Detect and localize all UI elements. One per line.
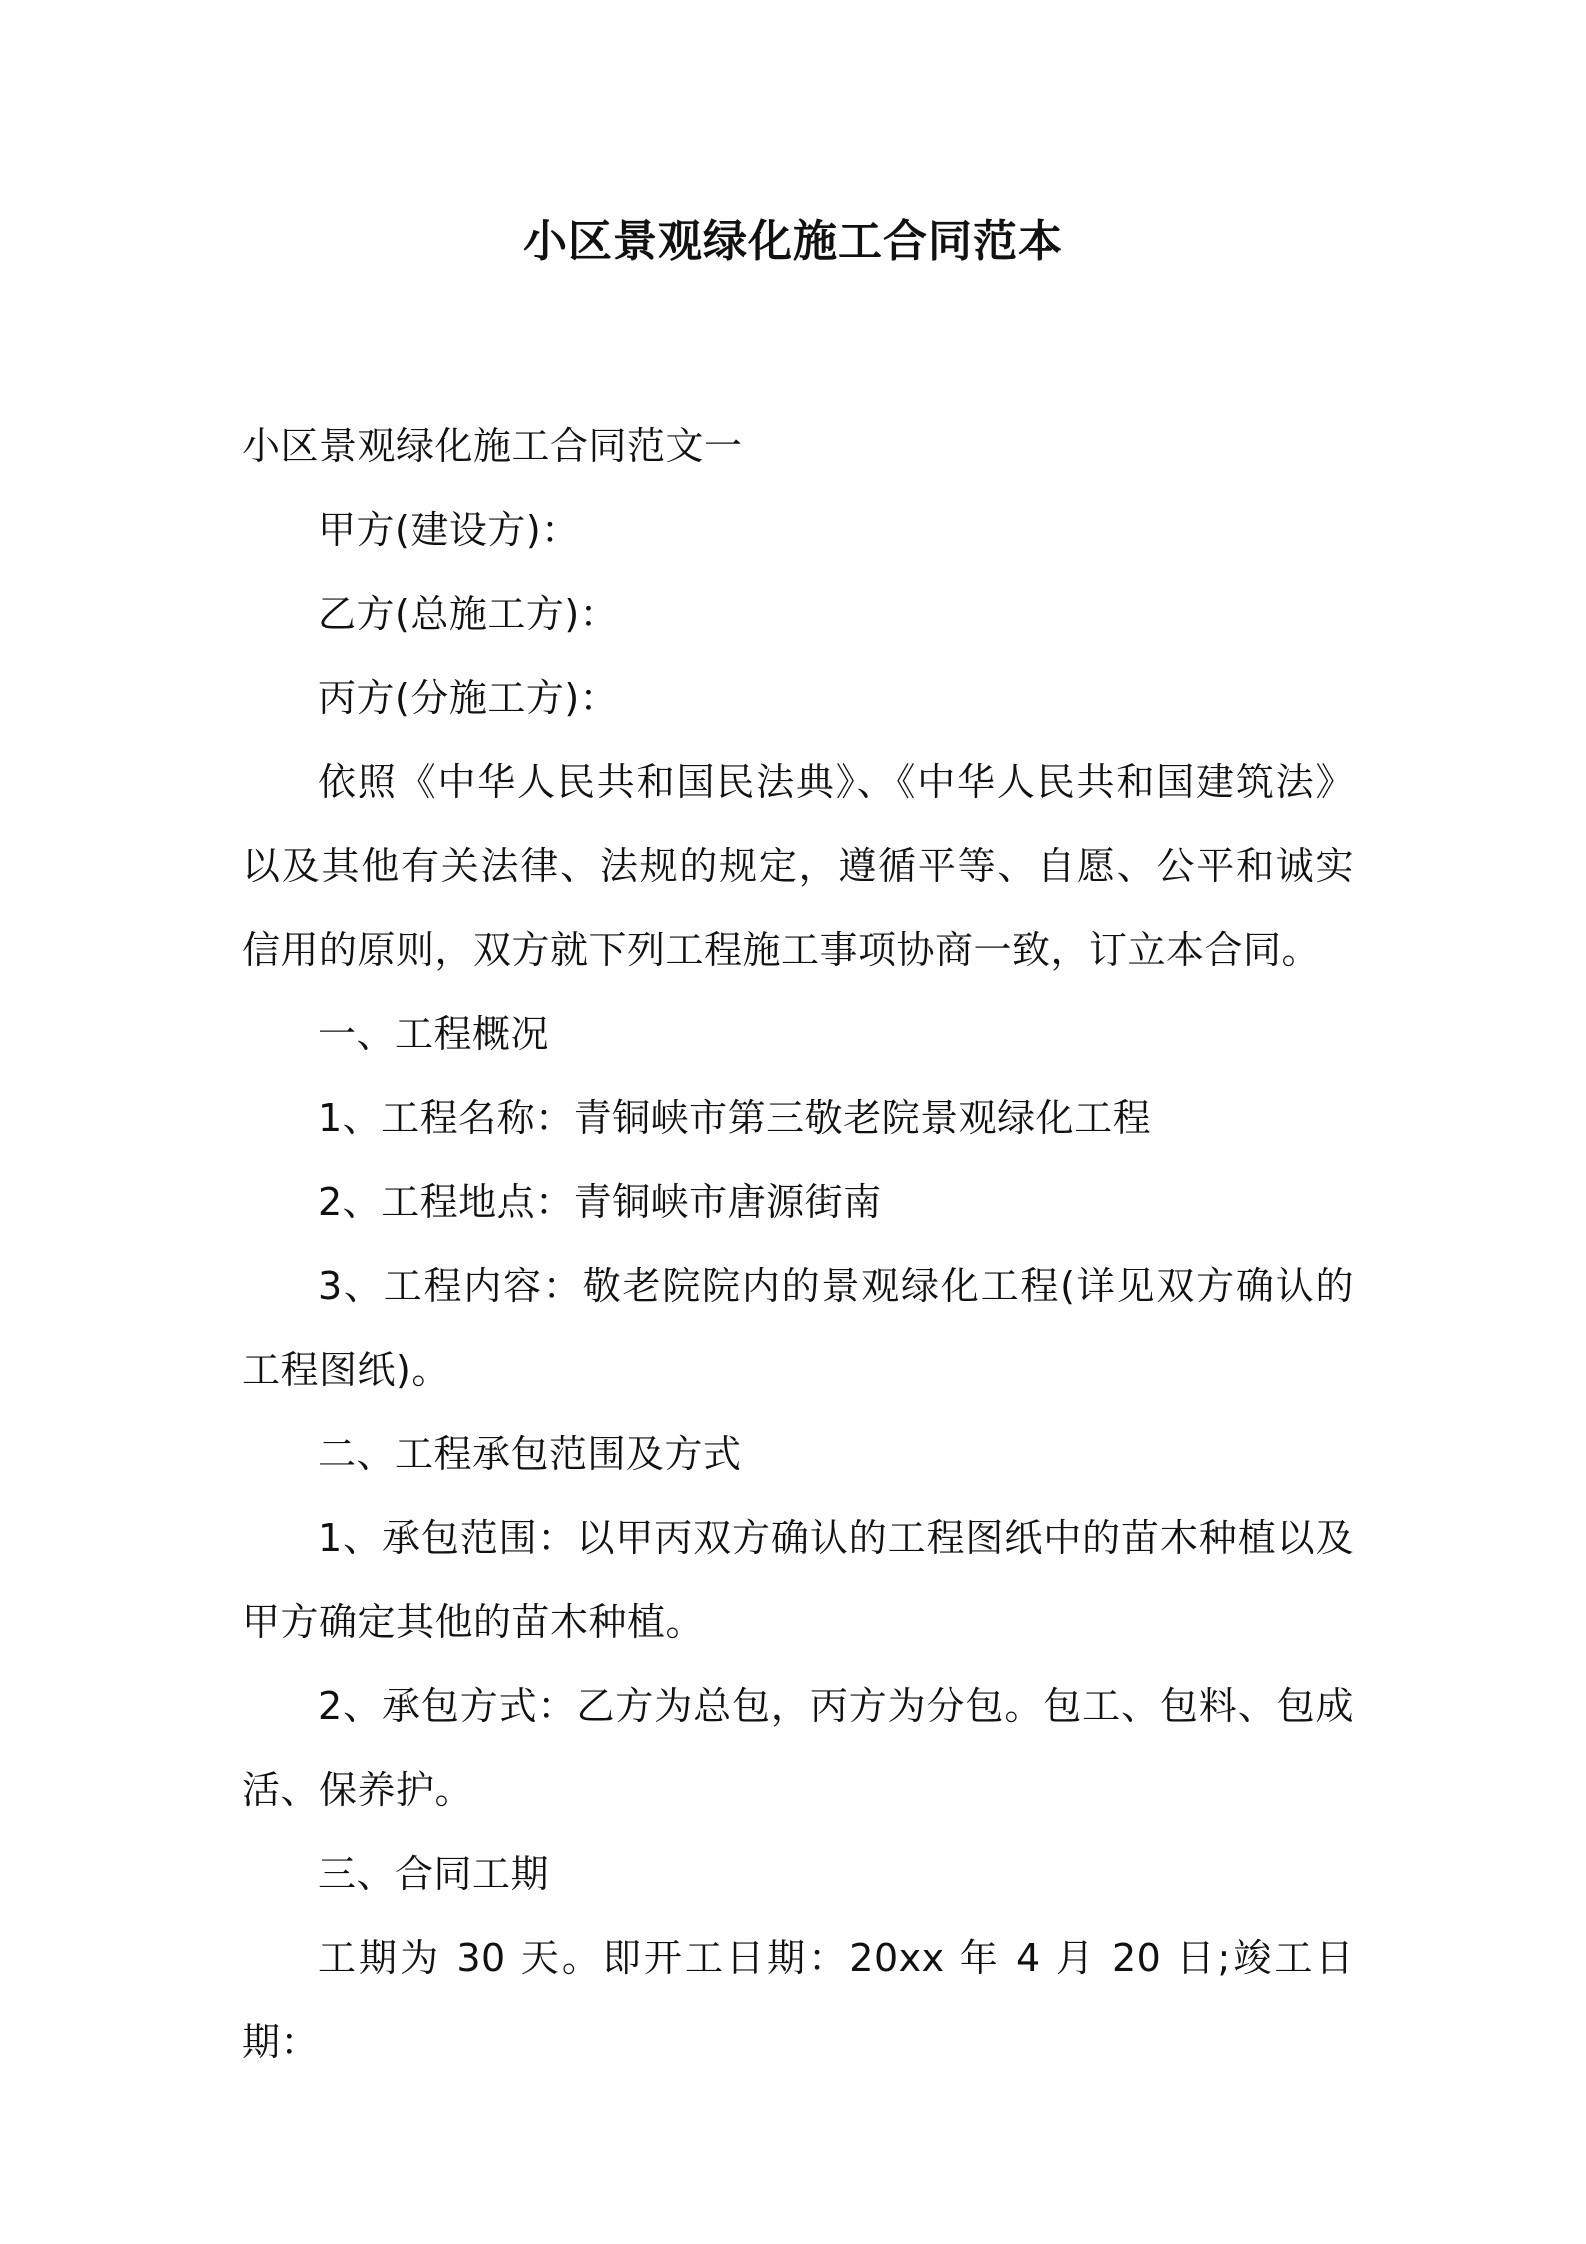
project-location-line: 2、工程地点：青铜峡市唐源街南 (318, 1180, 882, 1224)
contract-scope-paragraph: 1、承包范围：以甲丙双方确认的工程图纸中的苗木种植以及甲方确定其他的苗木种植。 (242, 1516, 1354, 1644)
party-c-line: 丙方(分施工方)： (318, 676, 619, 720)
section-heading-scope-and-method: 二、工程承包范围及方式 (318, 1432, 742, 1476)
document-body (242, 404, 1354, 2084)
contract-period-line: 工期为 30 天。即开工日期：20xx 年 4 月 20 日;竣工日期： (242, 1936, 1354, 2064)
legal-basis-paragraph: 依照《中华人民共和国民法典》、《中华人民共和国建筑法》以及其他有关法律、法规的规定，遵循平等、自愿、公平和诚实信用的原则，双方就下列工程施工事项协商一致，订立本合同。 (242, 760, 1354, 972)
party-a-line: 甲方(建设方)： (318, 508, 580, 552)
project-content-paragraph: 3、工程内容：敬老院院内的景观绿化工程(详见双方确认的工程图纸)。 (242, 1264, 1354, 1392)
section-heading-contract-period: 三、合同工期 (318, 1852, 550, 1896)
contract-method-paragraph: 2、承包方式：乙方为总包，丙方为分包。包工、包料、包成活、保养护。 (242, 1684, 1354, 1812)
section-heading-sample-one: 小区景观绿化施工合同范文一 (242, 424, 743, 468)
document-title: 小区景观绿化施工合同范本 (523, 216, 1063, 267)
project-name-line: 1、工程名称：青铜峡市第三敬老院景观绿化工程 (318, 1096, 1152, 1140)
party-b-line: 乙方(总施工方)： (318, 592, 619, 636)
section-heading-project-overview: 一、工程概况 (318, 1012, 550, 1056)
